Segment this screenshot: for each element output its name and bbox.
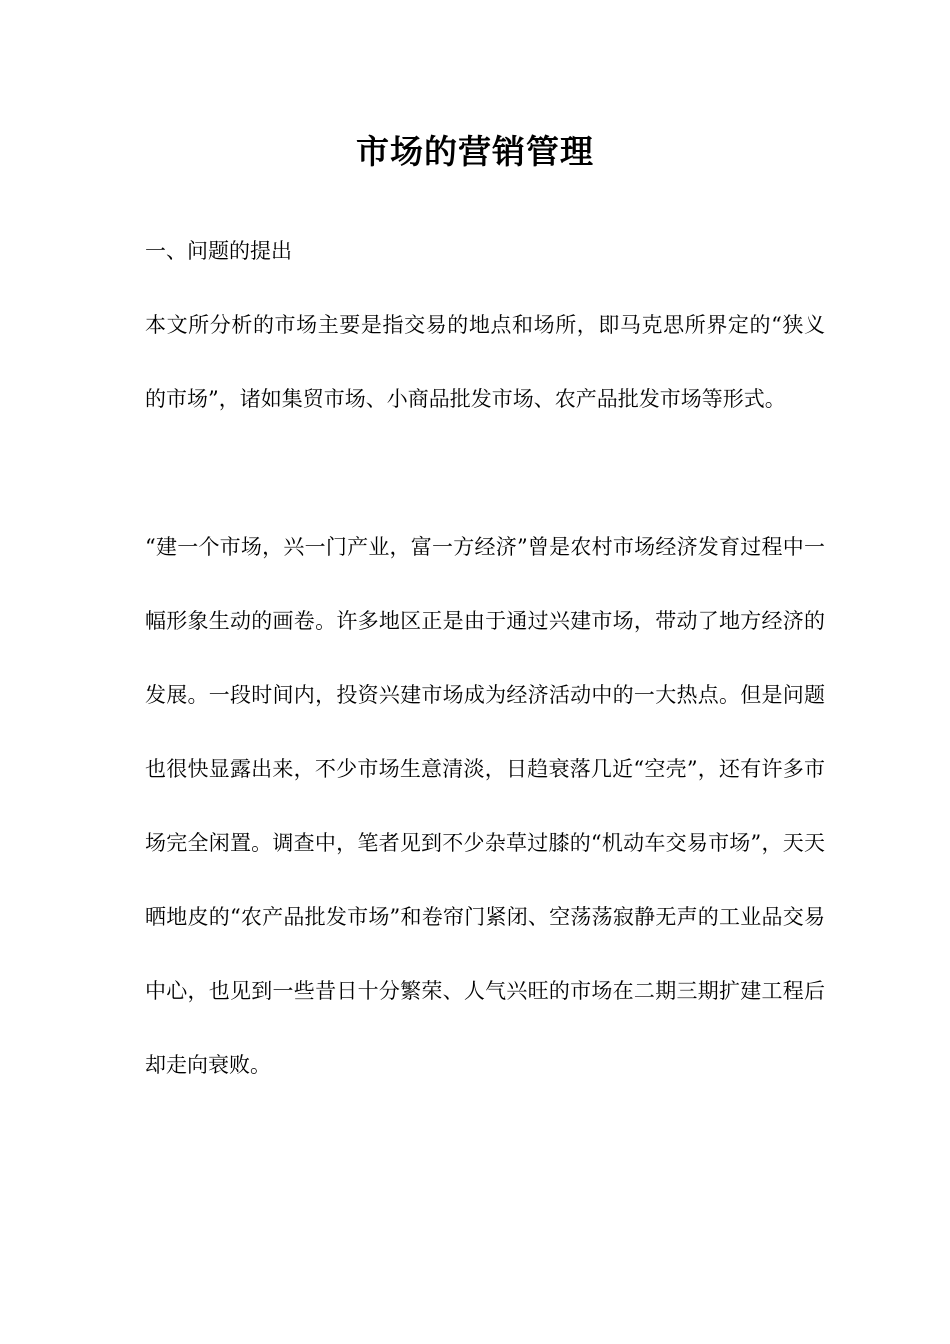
- page-title: 市场的营销管理: [356, 132, 594, 171]
- paragraph: 本文所分析的市场主要是指交易的地点和场所，即马克思所界定的“狭义的市场”，诸如集贸市场、小商品批发市场、农产品批发市场等形式。: [145, 313, 825, 411]
- section-heading: 一、问题的提出: [145, 239, 292, 263]
- paragraph: “建一个市场，兴一门产业，富一方经济”曾是农村市场经济发育过程中一幅形象生动的画卷。许多地区正是由于通过兴建市场，带动了地方经济的发展。一段时间内，投资兴建市场成为经济活动中的一大热点。但是问题也很快显露出来，不少市场生意清淡，日趋衰落几近“空壳”，还有许多市场完全闲置。调查中，笔者见到不少杂草过膝的“机动车交易市场”，天天晒地皮的“农产品批发市场”和卷帘门紧闭、空荡荡寂静无声的工业品交易中心，也见到一些昔日十分繁荣、人气兴旺的市场在二期三期扩建工程后却走向衰败。: [145, 535, 825, 1077]
